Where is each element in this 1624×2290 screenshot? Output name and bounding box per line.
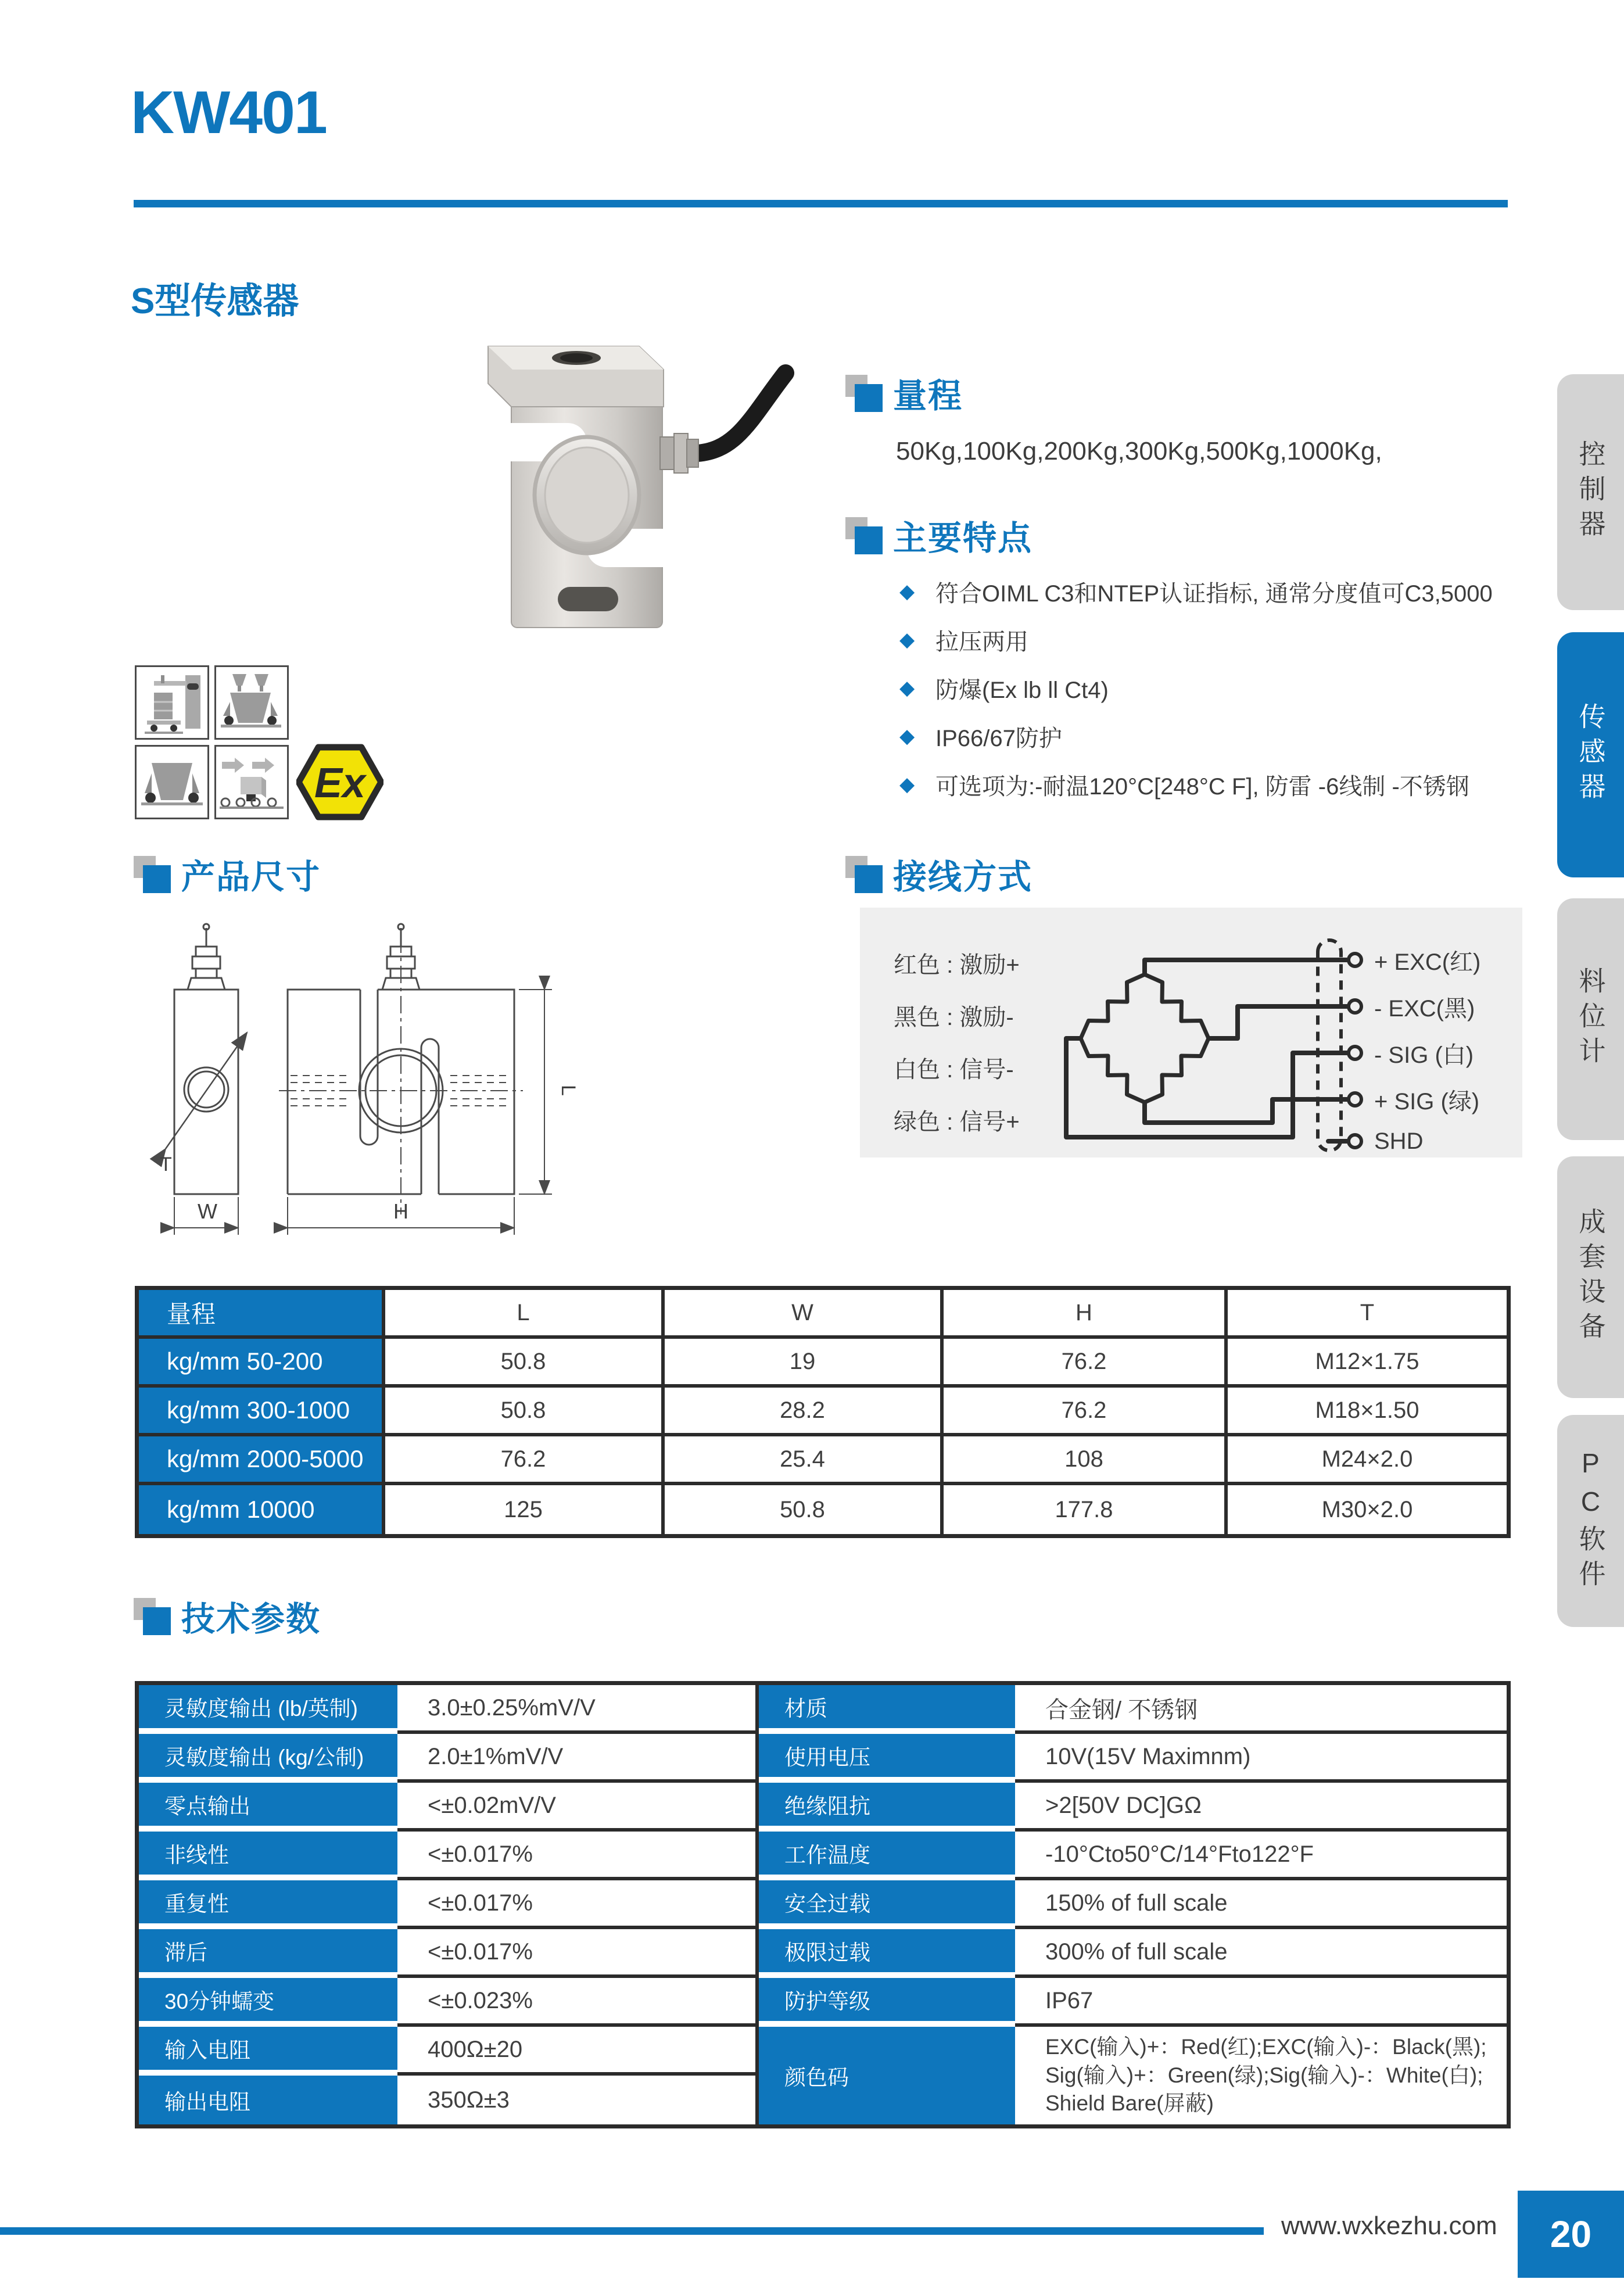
range-values: 50Kg,100Kg,200Kg,300Kg,500Kg,1000Kg,	[896, 437, 1382, 465]
sidebar-tab-label: 料位计	[1575, 967, 1606, 1071]
tech-value: <±0.017%	[397, 1929, 755, 1978]
feature-text: IP66/67防护	[935, 725, 1062, 751]
tech-label: 灵敏度输出 (kg/公制)	[139, 1734, 397, 1783]
application-icon-hopper	[135, 745, 209, 819]
section-bullet-icon	[134, 1596, 171, 1636]
terminal-label-exc-minus: - EXC(黑)	[1374, 995, 1475, 1022]
diamond-bullet-icon: ◆	[899, 677, 915, 699]
dim-table-header: W	[665, 1290, 944, 1339]
section-header-tech	[134, 1595, 321, 1637]
dim-cell: 50.8	[385, 1388, 665, 1436]
application-icon-conveyor	[214, 745, 289, 819]
tech-value: 400Ω±20	[397, 2027, 755, 2076]
tech-label: 材质	[759, 1685, 1015, 1734]
tech-label: 零点输出	[139, 1783, 397, 1832]
dim-cell: 125	[385, 1485, 665, 1534]
section-header-dimensions	[134, 853, 321, 895]
tech-value: 10V(15V Maximnm)	[1015, 1734, 1507, 1783]
tech-label: 30分钟蠕变	[139, 1978, 397, 2027]
wire-label-green: 绿色 : 信号+	[894, 1109, 1020, 1135]
page-title: KW401	[131, 79, 327, 146]
tech-label: 极限过载	[759, 1929, 1015, 1978]
cable	[697, 373, 786, 453]
section-title: 产品尺寸	[181, 858, 321, 896]
tech-value: <±0.017%	[397, 1880, 755, 1929]
dim-row-label: kg/mm 10000	[139, 1485, 385, 1534]
sidebar-tab-label: 传感器	[1575, 703, 1606, 807]
tech-value: EXC(输入)+：Red(红);EXC(输入)-：Black(黑); Sig(输入)+：Green(绿);Sig(输入)-：White(白); Shield Bare(屏蔽)	[1015, 2027, 1507, 2124]
tech-label: 输入电阻	[139, 2027, 397, 2076]
application-icon-twin-feeder	[214, 665, 289, 740]
tech-label: 防护等级	[759, 1978, 1015, 2027]
section-header-features	[845, 514, 1033, 556]
dim-cell: 76.2	[944, 1388, 1228, 1436]
tech-label: 绝缘阻抗	[759, 1783, 1015, 1832]
dim-table-header: H	[944, 1290, 1228, 1339]
dimension-table	[135, 1286, 1511, 1538]
feature-item	[899, 723, 1493, 750]
dim-cell: M30×2.0	[1228, 1485, 1507, 1534]
dim-label-t: T	[160, 1153, 172, 1176]
terminal-label-sig-plus: + SIG (绿)	[1374, 1088, 1480, 1114]
section-bullet-icon	[845, 372, 883, 413]
ex-certification-mark	[296, 744, 383, 820]
tech-value: 300% of full scale	[1015, 1929, 1507, 1978]
section-title: 接线方式	[893, 858, 1033, 896]
wire-label-black: 黑色 : 激励-	[894, 1004, 1014, 1030]
dim-cell: 177.8	[944, 1485, 1228, 1534]
sidebar-tab-pc-software[interactable]	[1557, 1415, 1624, 1627]
tech-value: 150% of full scale	[1015, 1880, 1507, 1929]
section-header-range	[845, 372, 963, 414]
dimension-drawing	[142, 921, 665, 1246]
sidebar-tab-sensor[interactable]	[1557, 632, 1624, 877]
ex-mark-text: Ex	[314, 760, 366, 807]
feature-item	[899, 675, 1493, 701]
tech-label: 滞后	[139, 1929, 397, 1978]
terminal-label-exc-plus: + EXC(红)	[1374, 949, 1481, 975]
page-number: 20	[1550, 2213, 1592, 2255]
sidebar-tab-controller[interactable]	[1557, 374, 1624, 610]
wiring-diagram-panel	[860, 908, 1522, 1157]
dim-cell: 50.8	[665, 1485, 944, 1534]
section-bullet-icon	[845, 515, 883, 556]
footer-website-link[interactable]: www.wxkezhu.com	[1281, 2212, 1497, 2240]
dim-table-header-range: 量程	[139, 1290, 385, 1339]
section-header-wiring	[845, 853, 1033, 895]
tech-label: 颜色码	[759, 2027, 1015, 2124]
tech-value: <±0.02mV/V	[397, 1783, 755, 1832]
tech-right-value-column	[1015, 1685, 1507, 2124]
tech-value: <±0.017%	[397, 1832, 755, 1880]
dim-cell: 76.2	[944, 1339, 1228, 1388]
feature-text: 拉压两用	[935, 629, 1028, 655]
tech-label: 非线性	[139, 1832, 397, 1880]
feature-text: 可选项为:-耐温120°C[248°C F], 防雷 -6线制 -不锈钢	[935, 773, 1469, 800]
dim-cell: 108	[944, 1436, 1228, 1485]
feature-text: 符合OIML C3和NTEP认证指标, 通常分度值可C3,5000	[935, 580, 1493, 607]
tech-label: 使用电压	[759, 1734, 1015, 1783]
feature-text: 防爆(Ex lb ll Ct4)	[935, 677, 1109, 703]
diamond-bullet-icon: ◆	[899, 725, 915, 747]
tech-left-value-column	[397, 1685, 755, 2124]
dim-cell: M18×1.50	[1228, 1388, 1507, 1436]
dim-cell: 76.2	[385, 1436, 665, 1485]
terminal-label-shd: SHD	[1374, 1128, 1424, 1154]
dim-table-header: L	[385, 1290, 665, 1339]
application-icon-hopper-scale	[135, 665, 209, 740]
title-divider	[134, 200, 1508, 207]
dim-row-label: kg/mm 2000-5000	[139, 1436, 385, 1485]
dim-cell: 50.8	[385, 1339, 665, 1388]
sidebar-tab-complete-equipment[interactable]	[1557, 1156, 1624, 1398]
sidebar-tab-label: 成套设备	[1575, 1207, 1606, 1347]
feature-item	[899, 626, 1493, 653]
dim-cell: 28.2	[665, 1388, 944, 1436]
diamond-bullet-icon: ◆	[899, 580, 915, 603]
sidebar-tab-label: 控制器	[1575, 440, 1606, 544]
tech-label: 灵敏度输出 (lb/英制)	[139, 1685, 397, 1734]
section-title: 量程	[893, 377, 963, 415]
footer-divider	[0, 2227, 1264, 2235]
page-number-badge	[1518, 2191, 1624, 2278]
dim-cell: 19	[665, 1339, 944, 1388]
dim-label-l: L	[557, 1085, 579, 1096]
dim-cell: M24×2.0	[1228, 1436, 1507, 1485]
tech-value: IP67	[1015, 1978, 1507, 2027]
tech-right-label-column	[755, 1685, 1015, 2124]
tech-label: 输出电阻	[139, 2076, 397, 2124]
tech-label: 工作温度	[759, 1832, 1015, 1880]
diamond-bullet-icon: ◆	[899, 629, 915, 651]
dim-row-label: kg/mm 50-200	[139, 1339, 385, 1388]
feature-item	[899, 578, 1493, 605]
feature-item	[899, 771, 1493, 798]
product-photo	[314, 337, 802, 662]
wire-label-red: 红色 : 激励+	[894, 952, 1020, 978]
tech-value: 350Ω±3	[397, 2076, 755, 2124]
tech-value: 3.0±0.25%mV/V	[397, 1685, 755, 1734]
dim-label-h: H	[393, 1199, 408, 1223]
product-type-subtitle: S型传感器	[131, 281, 299, 321]
sidebar-tab-level-meter[interactable]	[1557, 898, 1624, 1140]
tech-value: -10°Cto50°C/14°Fto122°F	[1015, 1832, 1507, 1880]
dim-label-w: W	[198, 1199, 217, 1223]
tech-label: 重复性	[139, 1880, 397, 1929]
tech-value: <±0.023%	[397, 1978, 755, 2027]
tech-value: 2.0±1%mV/V	[397, 1734, 755, 1783]
wire-label-white: 白色 : 信号-	[894, 1056, 1014, 1083]
section-bullet-icon	[845, 854, 883, 894]
terminal-label-sig-minus: - SIG (白)	[1374, 1042, 1474, 1068]
section-bullet-icon	[134, 854, 171, 894]
feature-list	[899, 578, 1493, 819]
dim-cell: M12×1.75	[1228, 1339, 1507, 1388]
section-title: 主要特点	[893, 519, 1033, 557]
diamond-bullet-icon: ◆	[899, 773, 915, 795]
dim-row-label: kg/mm 300-1000	[139, 1388, 385, 1436]
tech-value: >2[50V DC]GΩ	[1015, 1783, 1507, 1832]
tech-label: 安全过载	[759, 1880, 1015, 1929]
section-title: 技术参数	[181, 1600, 321, 1638]
dim-cell: 25.4	[665, 1436, 944, 1485]
tech-left-label-column	[139, 1685, 397, 2124]
cable-shield-outline	[1318, 940, 1341, 1151]
tech-spec-table	[135, 1681, 1511, 2128]
dim-table-header: T	[1228, 1290, 1507, 1339]
tech-value: 合金钢/ 不锈钢	[1015, 1685, 1507, 1734]
sidebar-tab-label: PC软件	[1575, 1447, 1606, 1594]
